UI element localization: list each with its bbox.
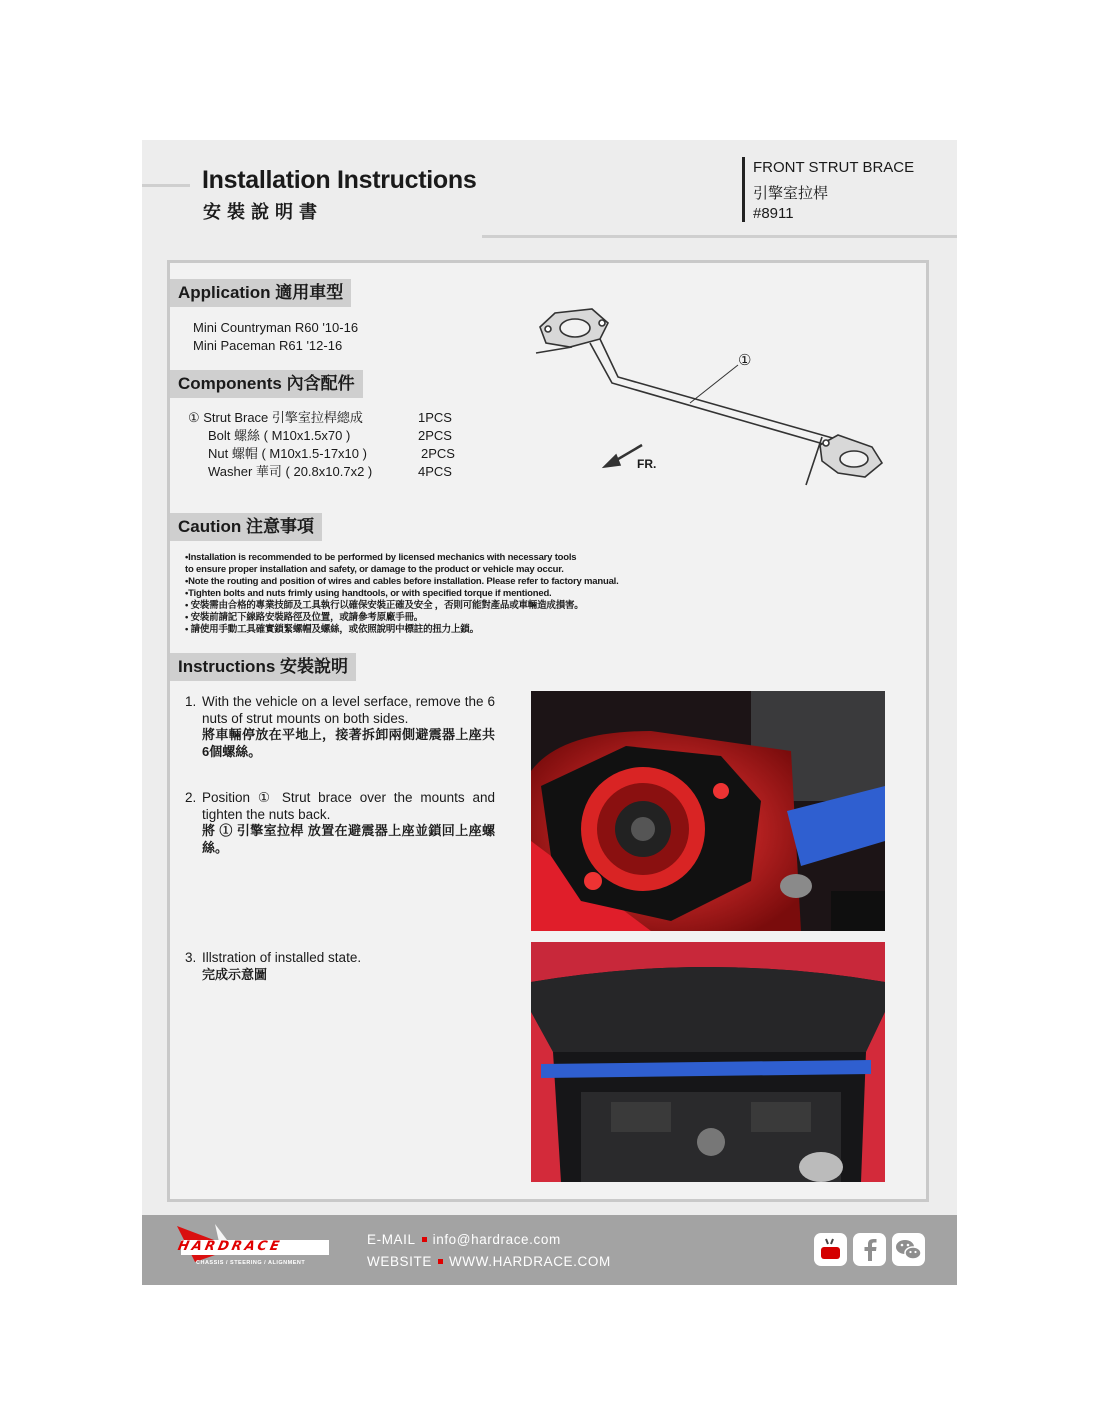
- youtube-icon-graphic: [814, 1233, 847, 1266]
- component-4-name: Washer 華司 ( 20.8x10.7x2 ): [208, 464, 373, 479]
- application-heading-en: Application: [178, 283, 271, 302]
- caution-line-7: • 請使用手動工具確實鎖緊螺帽及螺絲，或依照說明中標註的扭力上鎖。: [185, 624, 479, 635]
- wechat-icon[interactable]: [892, 1233, 925, 1266]
- product-divider: [742, 157, 745, 222]
- caution-line-5: • 安裝需由合格的專業技師及工具執行以確保安裝正確及安全 ，否則可能對產品或車輛造成損害。: [185, 600, 584, 611]
- photo-strut-mount-drawing: [531, 691, 885, 931]
- vehicle-1: Mini Countryman R60 '10-16: [193, 320, 359, 335]
- application-heading: [170, 279, 351, 307]
- step-2-number: 2.: [185, 790, 197, 805]
- components-heading-en: Components: [178, 374, 282, 393]
- email-link[interactable]: info@hardrace.com: [432, 1232, 561, 1247]
- footer-brand: HARDRACE: [176, 1239, 284, 1254]
- caution-line-3: •Note the routing and position of wires and cables before installation. Please refer to factory manual.: [185, 576, 619, 587]
- footer-website: [367, 1254, 611, 1269]
- photo-strut-mount: [531, 691, 885, 931]
- component-3-name: Nut 螺帽 ( M10x1.5-17x10 ): [208, 446, 367, 461]
- instructions-heading-en: Instructions: [178, 657, 276, 676]
- caution-line-2: to ensure proper installation and safety, or damage to the product or vehicle may occur.: [185, 564, 564, 575]
- header-rule-left: [142, 184, 190, 187]
- photo-installed-drawing: [531, 942, 885, 1182]
- step-3-text-en: Illstration of installed state.: [202, 950, 362, 965]
- email-bullet: [422, 1237, 427, 1242]
- part-number: #8911: [753, 205, 794, 222]
- caution-heading: [170, 513, 322, 541]
- step-1-text-en: With the vehicle on a level serface, remove the 6 nuts of strut mounts on both sides.: [202, 694, 495, 726]
- application-heading-zh: 適用車型: [275, 283, 344, 303]
- step-2-text-zh: 將 ① 引擎室拉桿 放置在避震器上座並鎖回上座螺絲。: [202, 823, 495, 855]
- diagram-callout: ①: [738, 352, 752, 369]
- website-bullet: [438, 1259, 443, 1264]
- website-label: WEBSITE: [367, 1254, 432, 1269]
- component-2-name: Bolt 螺絲 ( M10x1.5x70 ): [208, 428, 351, 443]
- caution-line-6: • 安裝前請記下線路安裝路徑及位置，或請參考原廠手冊。: [185, 612, 424, 623]
- component-4-qty: 4PCS: [418, 464, 452, 479]
- product-name: FRONT STRUT BRACE: [753, 159, 915, 176]
- website-link[interactable]: WWW.HARDRACE.COM: [448, 1254, 611, 1269]
- product-name-zh: 引擎室拉桿: [753, 185, 829, 202]
- component-1-qty: 1PCS: [418, 410, 452, 425]
- component-3-qty: 2PCS: [421, 446, 455, 461]
- components-heading-zh: 內含配件: [286, 374, 355, 394]
- header-rule-bottom: [482, 235, 957, 238]
- components-heading: [170, 370, 363, 398]
- facebook-icon[interactable]: [853, 1233, 886, 1266]
- step-3-text-zh: 完成示意圖: [202, 966, 268, 982]
- email-label: E-MAIL: [367, 1232, 416, 1247]
- step-3-number: 3.: [185, 950, 197, 965]
- caution-heading-en: Caution: [178, 517, 242, 536]
- step-1-text-zh: 將車輛停放在平地上，接著拆卸兩側避震器上座共6個螺絲。: [202, 727, 495, 759]
- caution-line-4: •Tighten bolts and nuts frimly using handtools, or with specified torque if mentioned.: [185, 588, 552, 599]
- page-title-zh: 安裝說明書: [203, 202, 323, 223]
- component-2-qty: 2PCS: [418, 428, 452, 443]
- component-1-name: ① Strut Brace 引擎室拉桿總成: [188, 410, 363, 425]
- footer-email: [367, 1232, 561, 1247]
- step-2-text-en: Position ① Strut brace over the mounts and tighten the nuts back.: [202, 790, 495, 822]
- step-1: [185, 694, 495, 760]
- step-2: [185, 790, 495, 856]
- instructions-heading-zh: 安裝說明: [280, 657, 349, 677]
- facebook-icon-graphic: [853, 1233, 886, 1266]
- front-direction-label: FR.: [637, 457, 657, 471]
- caution-heading-zh: 注意事項: [246, 517, 315, 537]
- page-title: Installation Instructions: [202, 166, 477, 194]
- footer-tagline: CHASSIS / STEERING / ALIGNMENT: [196, 1260, 306, 1266]
- step-3: [185, 950, 495, 983]
- wechat-icon-graphic: [892, 1233, 925, 1266]
- instructions-heading: [170, 653, 356, 681]
- caution-line-1: •Installation is recommended to be performed by licensed mechanics with necessary tools: [185, 552, 577, 563]
- photo-installed-state: [531, 942, 885, 1182]
- youtube-icon[interactable]: [814, 1233, 847, 1266]
- step-1-number: 1.: [185, 694, 197, 709]
- vehicle-2: Mini Paceman R61 '12-16: [193, 338, 343, 353]
- strut-brace-diagram: [520, 295, 900, 495]
